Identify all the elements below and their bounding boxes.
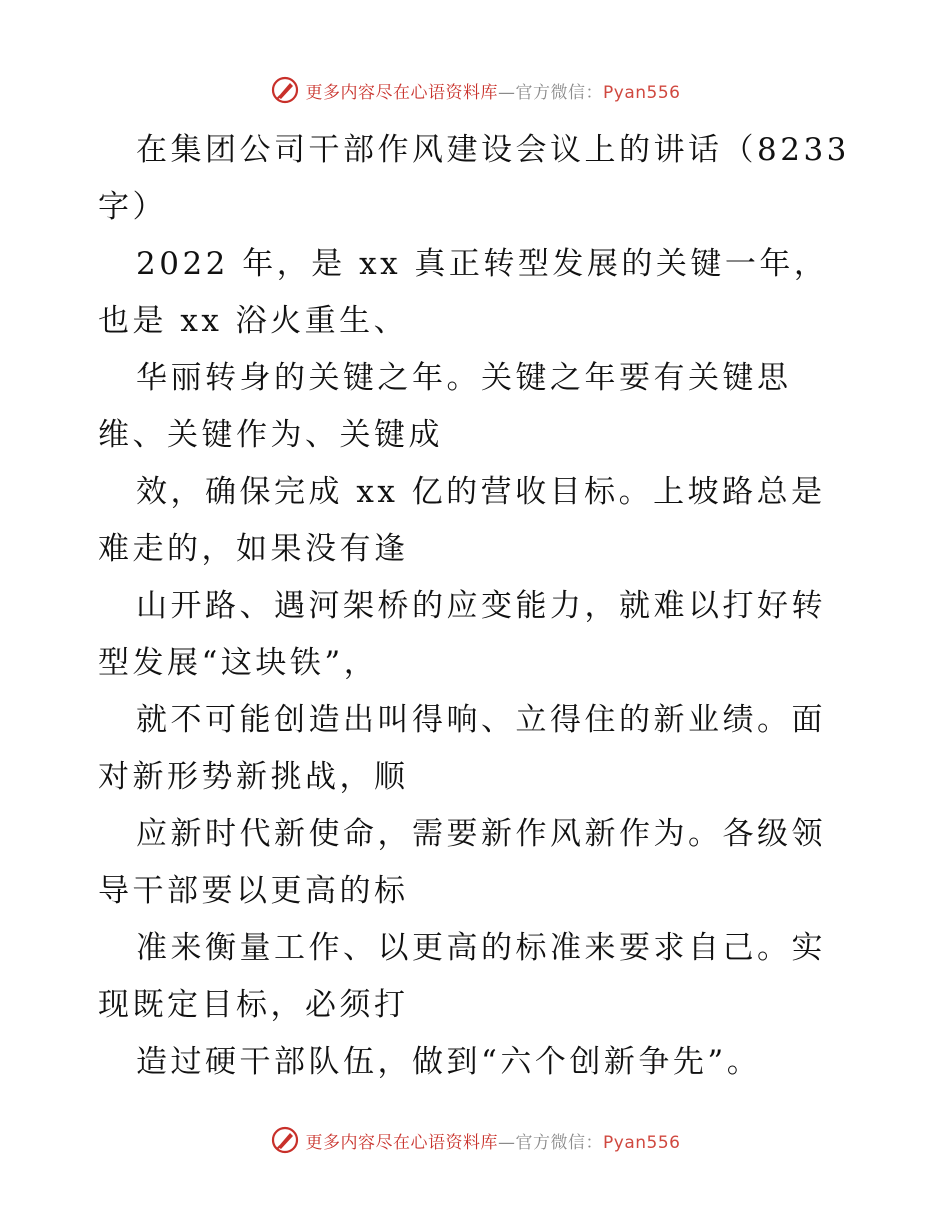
watermark-wechat-id: Pyan556 xyxy=(603,82,681,103)
watermark-wechat-label: 官方微信： xyxy=(515,1132,604,1153)
watermark-text xyxy=(306,78,681,103)
watermark-site-text: 更多内容尽在心语资料库 xyxy=(305,1132,499,1153)
watermark-wechat-label: 官方微信： xyxy=(515,82,604,103)
watermark-wechat-id: Pyan556 xyxy=(603,1132,681,1153)
watermark-text xyxy=(306,1128,681,1153)
footer-watermark xyxy=(0,1122,950,1158)
body-paragraph: 准来衡量工作、以更高的标准来要求自己。实现既定目标，必须打 xyxy=(98,930,826,1023)
watermark-separator: — xyxy=(498,1132,516,1153)
header-watermark xyxy=(0,72,950,108)
body-paragraph: 就不可能创造出叫得响、立得住的新业绩。面对新形势新挑战，顺 xyxy=(98,702,826,795)
body-paragraph: 山开路、遇河架桥的应变能力，就难以打好转型发展“这块铁”， xyxy=(98,588,826,681)
body-paragraph: 应新时代新使命，需要新作风新作为。各级领导干部要以更高的标 xyxy=(98,816,826,909)
body-paragraph: 造过硬干部队伍，做到“六个创新争先”。 xyxy=(136,1044,762,1080)
watermark-separator: — xyxy=(498,82,516,103)
document-title-paragraph: 在集团公司干部作风建设会议上的讲话（8233字） xyxy=(98,132,850,225)
quill-seal-icon xyxy=(270,1125,300,1155)
body-paragraph: 2022 年，是 xx 真正转型发展的关键一年，也是 xx 浴火重生、 xyxy=(98,246,829,339)
watermark-site-text: 更多内容尽在心语资料库 xyxy=(305,82,499,103)
body-paragraph: 效，确保完成 xx 亿的营收目标。上坡路总是难走的，如果没有逢 xyxy=(98,474,826,567)
document-body xyxy=(98,122,858,1091)
body-paragraph: 华丽转身的关键之年。关键之年要有关键思维、关键作为、关键成 xyxy=(98,360,792,453)
quill-seal-icon xyxy=(270,75,300,105)
